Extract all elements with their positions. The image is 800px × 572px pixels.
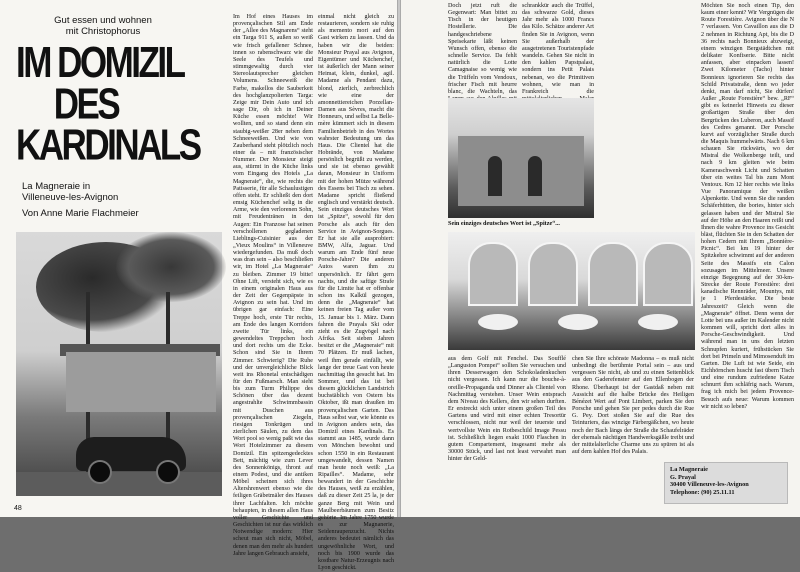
arch [468, 242, 518, 306]
dining-table [558, 314, 598, 330]
info-line: G. Prayal [670, 473, 696, 481]
info-line: Telephone: (90) 25.11.11 [670, 488, 735, 496]
headline-line-3: KARDINALS [16, 120, 200, 170]
text-column-3-bottom [448, 356, 566, 463]
arched-door [488, 156, 502, 196]
dining-table [478, 314, 518, 330]
column-text: aus dem Golf mit Fenchel. Das Soufflé „Languston Pompei“ sollten Sie versuchen und ihren Desserwagen den Schokoladenkuchen nicht vergessen. Ich kann nur die bouche-à-oreille-Propaganda und Dinner als Clientel von Nachmittag verstehen. Unser Wein entsprach dem Niveau des Kellers, den wir sehen durften. Er erstreckt sich unter einem großen Teil des Gartens und wird mit einer echten Tresortür verschlossen, nicht nur weil der teuerste und wertvollste Wein ein Rotbeschild Image Pessu ist. Schließlich liegen exakt 1000 Flaschen in gutem Compartement, insgesamt mehr als 30000 Stück, und last not least verwahrt man hinter der Geld- [448, 356, 566, 463]
text-column-5 [701, 3, 794, 411]
building-wall [458, 136, 584, 206]
hotel-exterior-photo [448, 98, 594, 218]
page-number: 48 [14, 505, 22, 512]
dining-table [638, 314, 678, 330]
headline-line-2: DES [53, 79, 119, 129]
column-text: einmal nicht gleich zu restaurieren, sondern sie ruhig als memento mori auf den Gast wirken zu lassen. Und da haben wir die beiden: Monsieur Prayal aus Avignon, Eigentümer und Küchenchef, ist äußerlich der Mann seiner Heimat, klein, dunkel, agil. Madame als Pendant dazu, blond, zierlich, zerbrechlich wie eine der amonnettiereichen Porzellan-Damen aus Sèvres, macht die Honneurs, und selbst La Belle-mère kümmert sich in diesem Familienbetrieb in des Wortes wahrster Bedeutung um das Haus. Die Clientel hat die Hobrände, von Madame persönlich begrüßt zu werden, und sie ist ebenso gewählt daran, Monsieur in Uniform mit der hohen Mütze während des Essens bei Tisch zu sehen. Madame spricht fließend englisch und verstärkt deutsch. Sein einziges deutsches Wort ist „Spitze“, sowohl für den Porsche als auch für den Service in Avignon-Sorgues. Er hat sie alle ausprobiert: BMW, Alfa, Jaguar. Und warum am Ende fünf neue Porsche-Jahre? Die anderen Autos waren ihm zu unpersönlich. Er fährt gern nachts, und die saftige Strafe für die Limite hat er offenbar schon ins Kalkül gezogen, denn die „Magneraie“ hat keinen freien Tag außer vom 15. Januar bis 1. März. Dann fahren die Prayals Ski oder zieht es die Zugvögel nach Afrika. Seit sieben Jahren besitzt er die „Magneraie“ mit 70 Plätzen. Er muß lachen, weil ihm gerade einfällt, wie lange der treue Gast von heute nachmittag ihn gesucht hat. Im Sommer, und das ist bei diesem glücklichen Landstrich buchstäblich von Ostern bis Oktober, ißt man draußen im provençalischen Garten. Das Haus selbst war, wie könnte es in Avignon anders sein, das Domizil eines Kardinals. Es stammt aus 1485, wurde dann von Mönchen bewohnt und schon 1550 in ein Restaurant umgewandelt, dessen Namen man heute noch weiß: „La Ripailles“. Madame, sehr bewandert in der Geschichte des Hauses, weiß zu erzählen, daß zu dieser Zeit 25 la, je der ganze Berg mit Wein und Maulbeerbäumen zum Besitz gehörte. Im Jahre 1750 wurde es zur Magnanerie, Seidenraupenzucht. Nichts anderes bedeutet nämlich das ungewöhnliche Wort, und noch bis 1900 wurde das kostbare Natur-Erzeugnis nach Lyon geschickt. [318, 14, 394, 572]
info-line: 30400 Villeneuve-les-Avignon [670, 481, 749, 489]
column-text: Möchten Sie noch einen Tip, den kaum einer kennt? Wir Vergnügen die Route Forestière. Avignon über die N 7 verlassen. Von Cavaillon aus die D 2 nehmen in Richtung Apt, bis die D 36 rechts nach Bonnieux abzweigt, einem winzigen Bergstädtchen mit delikater Konfiserie. Bitte nicht anfassen, aber einpacken lassen! Zwei Kilometer (Tacho) hinter Bonnieux ignorieren Sie rechts das Schild Privatstraße, denn wo jeder denkt, man darf nicht, Sie dürfen! Außer „Route Forestière“ bew. „RF“ gibt es keinerlei Hinweis zu dieser großartigen Straße über den Bergrücken des Luberon, auch Massif des Cedres genannt. Der Porsche kurvt auf vorzüglicher Straße durch die Maquis hummelwärts. Nach 6 km schauen Sie rückwärts, wo der Mistral die Wolkenberge teilt, und nach 9 km gleiten wie beim Kameraschwenk Licht und Schatten über ein weites Tal bis zum Mont Ventoux. Km 12 hier rechts wie links Vue Panoramique der weißen Alpenkette. Und wenn Sie die randen Schäferhütten, die bories, hinter sich gelassen haben und der Mistral Sie auf der Höhe an den Haaren reißt und Ihnen die wahre Provence ins Gesicht bläst, flüchten Sie in den Schatten der hohen Cedern mit Ihrem „Bonnière-Picnic“. Bei km 19 hinter der Spitzkehre schwimmt auf der anderen Seite des Massifs ein Calon sozusagen im Mittelmeer. Unsere einzige Begegnung auf der 30-km-Strecke der Route Forestière: drei kanadische Rennräder, Mountys, mit je 1 Pferdestärke. Die beste Jahreszeit? Gleich wenn die „Magneraie“ öffnet. Denn wenn der Lotte bei uns außer im Kalender nicht kommen will, spricht dort alles in Porsche-Geschwindigkeit. Und während man in uns den letzten Schnupfen kuriert, frühstücken Sie dort bei Primeln und Mimosenduft im Garten. Die Luft ist wie Seide, ein Eichhörnchen huscht fast übern Tisch und eine rundum zufriedene Katze schnurrt ihm schläfrig nach. Warum, frag ich mich bei jedem Provence-Besuch aufs neue: Warum kommen wir nicht so leben? [701, 3, 794, 410]
car-wheel [88, 460, 112, 484]
left-page [0, 0, 397, 572]
column-text: Im Hof eines Hauses im provençalischen Stil am Ende der „Allee des Magnarens“ steht ein Targa 911 S, außen so weiß wie frisch gefallener Schnee, innen so rabenschwarz wie die Seele des Teufels und stimmgewaltig durch vier Stereolautsprecher gleichen Volumens. Schneeweiß die Farbe, makellos die Sauberkeit des hochglanzpolierten Targa: Zeige mir Dein Auto und ich sage Dir, ob ich in Deiner Küche essen möchte! Wir wollten, und so stand denn ein staubig-weißer 28er neben dem Schneeweißen. Und wie von Zauberhand steht plötzlich noch einer da – mit französischer Nummer. Der Monsieur steigt aus, stürmt in die Küche links vom Eingang des Hotels „La Magneraie“, die, wie rechts die Patisserie, für alle Schaulustigen offen steht. Er schließt den dort emsig Küchenchef selig in die Arme, wie den verlorenen Sohn, mit Freudentränen in den Augen: Ein Franzose hat seinen verschollenen gegladenen Lieblings-Cuisinier aus der „Vieux Moulins“ in Villeneuve wiedergefunden. Da muß doch was dran sein – also beschließen wir, im Hotel „La Magneraie“ zu bleiben. Zimmer 19 bitte! Ohne Lift, versteht sich, wie es in einem originalen Haus aus der Zeit der Gegenpäpste in Avignon zu sein hat. Und im übrigen gar einfach: Eine Treppe hoch, erste Tür rechts, am Ende des langen Korridors zweite Tür links, ein gewendeltes Treppchen hoch und dort rechts um die Ecke. Schon sind Sie in Ihrem Zimmer. Schwierig? Die Ruhe und der unvergleichliche Blick weit ins Rhonetal entschädigen für den Fußmarsch. Man sieht bis zum Turm Philippe des Schönen über das dezent angestrahlte Schwimmbassin mit Duschen aus provençalischen Ziegeln, riesigen Tonkrügen und zierlichen Säulen, zu dem das Wort pool so wenig paßt wie das Wort Hotelzimmer zu diesem Domizil. Ein spitzengedecktes Bett, mächtig wie zum Lever des Sonnenkönigs, thront auf einem Podest, und die antiken Möbel scheinen sich ihres Altershrenwert ebenso wie die feiligen Gräbetmäler des Hauses ihrer Lachfalten. Ich möchte behaupten, in diesem allen Haus voller Geschichte und Geschichten ist nur das wirklich Notwendige modern: Hier scheut man sich nicht, Möbel, denen man den mehr als hundert Jahre langen Gebrauch ansieht, [233, 14, 313, 557]
headline-line-1: IM DOMIZIL [16, 38, 184, 87]
arched-door [528, 156, 542, 196]
text-column-2 [318, 14, 394, 572]
subhead-line-2: Villeneuve-les-Avignon [22, 192, 119, 203]
text-column-4-bottom [572, 356, 694, 456]
arch [643, 242, 693, 306]
right-page [401, 0, 800, 517]
photo-caption: Sein einziges deutsches Wort ist „Spitze“... [448, 220, 560, 227]
kicker-line-1: Gut essen und wohnen [54, 15, 152, 26]
column-text: schrankkür auch die Trüffel, das schwarze Gold, dieses Jahr mehr als 1000 Francs das Kilo. Schätze anderer Art finden Sie in Avignon, wenn Sie außerhalb der ausgetretenen Touristenpfade wandeln. Gehen Sie nicht in den kahlen Papstpalast, sondern ins Petit Palais nebenan, wo die Primitiven wohnen, wie man in Frankreich die [522, 3, 594, 95]
car-wheel [156, 460, 180, 484]
text-column-1 [233, 14, 313, 558]
info-line: La Magneraie [670, 466, 708, 473]
house-facade [66, 352, 216, 412]
subhead-line-1: La Magneraie in [22, 181, 91, 192]
text-column-4-top [522, 3, 594, 110]
tree-canopy-2 [116, 232, 226, 302]
byline: Von Anne Marie Flachmeier [22, 208, 139, 219]
arch [528, 242, 578, 306]
courtyard-ground [16, 472, 222, 496]
kicker-line-2: mit Christophorus [65, 26, 141, 37]
arch [588, 242, 638, 306]
subhead [22, 181, 192, 203]
column-text: chen Sie Ihre schönste Madonna – es muß nicht unbedingt die berühmte Portal sein – aus und vergessen Sie nicht, ab und zu einen Seitenblick aus den Gaderefenster auf den Ellenbogen der Rhone. Überhaupt ist der Gastdaß neben mit Aussicht auf die halbe Brücke des Heiligen Bénézet Wert auf Pont Limbert, parken Sie den Porsche und gehen Sie per pedes durch die Rue G. Pey. Dort stoßen Sie auf die Rue des Teinturiers, das winzige Färbergäßchen, wo heute noch der Bach längs der Straße die Schaufelräder der ehemals nächtigen Handwerksgäßle treibt und der mittelalterliche Charme uns zu spüren ist als auf dem kahlen Hof des Palais. [572, 356, 694, 456]
kicker [18, 15, 188, 37]
headline [16, 38, 200, 170]
dining-room-photo [448, 232, 695, 350]
column-text: Doch jetzt ruft die Gegenwart: Man bittet zu Tisch in der heutigen Hostellerie. Die handgeschriebene Speisekarte läßt keinen Wunsch offen, ebenso die schnelle Service. Da fehlt natürlich die Lotte Camagnaise so wenig wie die Trüffeln vom Vendoux, frischer Fisch mit heurre blanc, die Wachteln, das [448, 3, 517, 95]
porsche-photo [16, 232, 222, 496]
hotel-info-box [664, 462, 788, 504]
